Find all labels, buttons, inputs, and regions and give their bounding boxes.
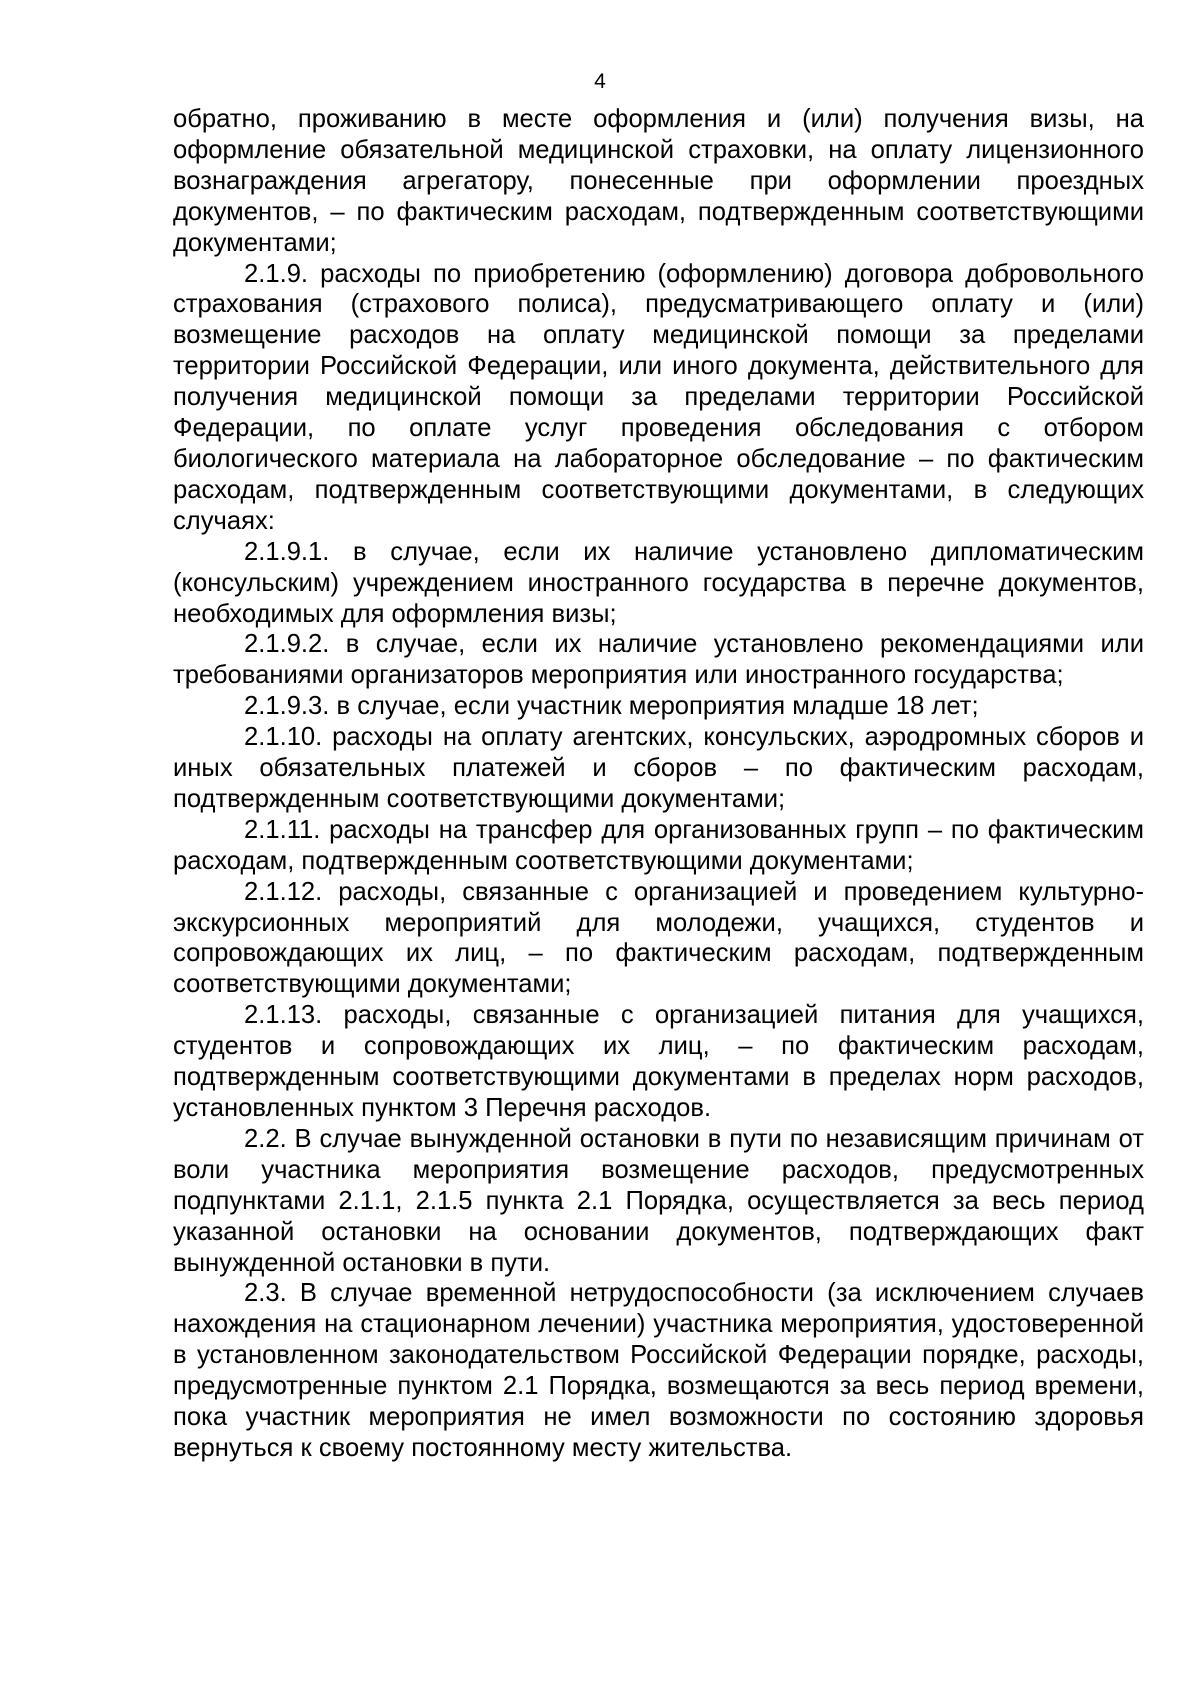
page-number: 4 [594,70,606,93]
paragraph-2-1-9-2: 2.1.9.2. в случае, если их наличие установлено рекомендациями или требованиями организаторов мероприятия или иностранного государства; [173,630,1144,690]
paragraph-2-1-9: 2.1.9. расходы по приобретению (оформлению) договора добровольного страхования (страхового полиса), предусматривающего оплату и (или) возмещение расходов на оплату медицинской помощи за пределами территории Российской Федерации, или иного документа, действительного для получения медицинской помощи за пределами территории Российской Федерации, по оплате услуг проведения обследования с отбором биологического материала на лабораторное обследование – по фактическим расходам, подтвержденным соответствующими документами, в следующих случаях: [173,259,1144,535]
paragraph-2-2: 2.2. В случае вынужденной остановки в пути по независящим причинам от воли участника мероприятия возмещение расходов, предусмотренных подпунктами 2.1.1, 2.1.5 пункта 2.1 Порядка, осуществляется за весь период указанной остановки на основании документов, подтверждающих факт вынужденной остановки в пути. [173,1124,1144,1277]
paragraph-2-1-13: 2.1.13. расходы, связанные с организацией питания для учащихся, студентов и сопровождающих их лиц, – по фактическим расходам, подтвержденным соответствующими документами в пределах норм расходов, установленных пунктом 3 Перечня расходов. [173,1001,1144,1122]
paragraph-2-1-10: 2.1.10. расходы на оплату агентских, консульских, аэродромных сборов и иных обязательных платежей и сборов – по фактическим расходам, подтвержденным соответствующими документами; [173,723,1144,813]
paragraph-2-1-12: 2.1.12. расходы, связанные с организацией и проведением культурно-экскурсионных мероприятий для молодежи, учащихся, студентов и сопровождающих их лиц, – по фактическим расходам, подтвержденным соответствующими документами; [173,877,1144,999]
paragraph-2-1-9-1: 2.1.9.1. в случае, если их наличие установлено дипломатическим (консульским) учреждением иностранного государства в перечне документов, необходимых для оформления визы; [173,537,1144,628]
paragraph-continuation: обратно, проживанию в месте оформления и (или) получения визы, на оформление обязательной медицинской страховки, на оплату лицензионного вознаграждения агрегатору, понесенные при оформлении проездных документов, – по фактическим расходам, подтвержденным соответствующими документами; [173,105,1144,257]
paragraph-2-1-11: 2.1.11. расходы на трансфер для организованных групп – по фактическим расходам, подтвержденным соответствующими документами; [173,815,1144,875]
document-body [173,104,1144,1464]
paragraph-2-3: 2.3. В случае временной нетрудоспособности (за исключением случаев нахождения на стационарном лечении) участника мероприятия, удостоверенной в установленном законодательством Российской Федерации порядке, расходы, предусмотренные пунктом 2.1 Порядка, возмещаются за весь период времени, пока участник мероприятия не имел возможности по состоянию здоровья вернуться к своему постоянному месту жительства. [173,1279,1144,1462]
paragraph-2-1-9-3: 2.1.9.3. в случае, если участник мероприятия младше 18 лет; [244,692,979,721]
